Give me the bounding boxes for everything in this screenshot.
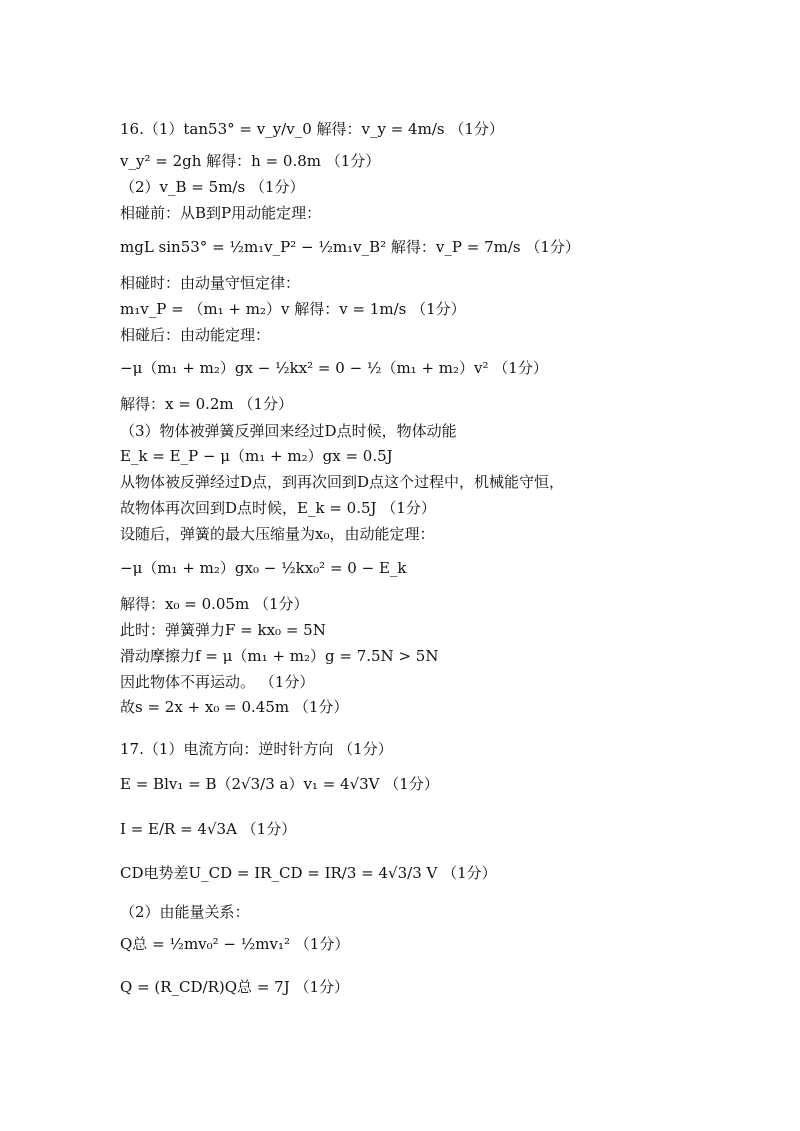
q17-part2-heading: （2）由能量关系：	[120, 903, 250, 921]
q16-after-collision-equation: −μ（m₁ + m₂）gx − ½kx² = 0 − ½（m₁ + m₂）v² （1分）	[120, 359, 548, 377]
q16-return-energy: 故物体再次回到D点时候，E_k = 0.5J （1分）	[120, 499, 436, 517]
q16-part1-height: v_y² = 2gh 解得：h = 0.8m （1分）	[120, 152, 381, 170]
q16-part1-angle: 16.（1）tan53° = v_y/v_0 解得：v_y = 4m/s （1分）	[120, 120, 504, 138]
q16-before-collision-equation: mgL sin53° = ½m₁v_P² − ½m₁v_B² 解得：v_P = 7m/s （1分）	[120, 238, 580, 256]
q16-friction-force: 滑动摩擦力f = μ（m₁ + m₂）g = 7.5N > 5N	[120, 647, 439, 665]
q17-cd-heat: Q = (R_CD/R)Q总 = 7J （1分）	[120, 978, 350, 996]
q17-total-heat: Q总 = ½mv₀² − ½mv₁² （1分）	[120, 935, 350, 953]
q17-emf-equation: E = Blv₁ = B（2√3/3 a）v₁ = 4√3V （1分）	[120, 775, 439, 793]
q16-part3-heading: （3）物体被弹簧反弹回来经过D点时候，物体动能	[120, 422, 457, 440]
q16-collision-equation: m₁v_P = （m₁ + m₂）v 解得：v = 1m/s （1分）	[120, 300, 466, 318]
q16-spring-force: 此时：弹簧弹力F = kx₀ = 5N	[120, 621, 326, 639]
q16-solve-x0: 解得：x₀ = 0.05m （1分）	[120, 595, 309, 613]
q16-distance: 故s = 2x + x₀ = 0.45m （1分）	[120, 698, 349, 716]
q16-part2-vb: （2）v_B = 5m/s （1分）	[120, 178, 305, 196]
q16-collision-heading: 相碰时：由动量守恒定律：	[120, 274, 301, 292]
q16-solve-x: 解得：x = 0.2m （1分）	[120, 395, 293, 413]
q16-compression-equation: −μ（m₁ + m₂）gx₀ − ½kx₀² = 0 − E_k	[120, 559, 407, 577]
q17-part1-current-direction: 17.（1）电流方向：逆时针方向 （1分）	[120, 740, 393, 758]
q16-after-collision-heading: 相碰后：由动能定理：	[120, 326, 271, 344]
q16-max-compression-heading: 设随后，弹簧的最大压缩量为x₀，由动能定理：	[120, 525, 435, 543]
q16-kinetic-energy: E_k = E_P − μ（m₁ + m₂）gx = 0.5J	[120, 447, 393, 465]
q16-energy-conservation: 从物体被反弹经过D点，到再次回到D点这个过程中，机械能守恒，	[120, 473, 565, 491]
q16-conclusion: 因此物体不再运动。 （1分）	[120, 673, 315, 691]
q16-before-collision-heading: 相碰前：从B到P用动能定理：	[120, 204, 322, 222]
q17-potential-difference: CD电势差U_CD = IR_CD = IR/3 = 4√3/3 V （1分）	[120, 864, 497, 882]
q17-current-equation: I = E/R = 4√3A （1分）	[120, 820, 297, 838]
